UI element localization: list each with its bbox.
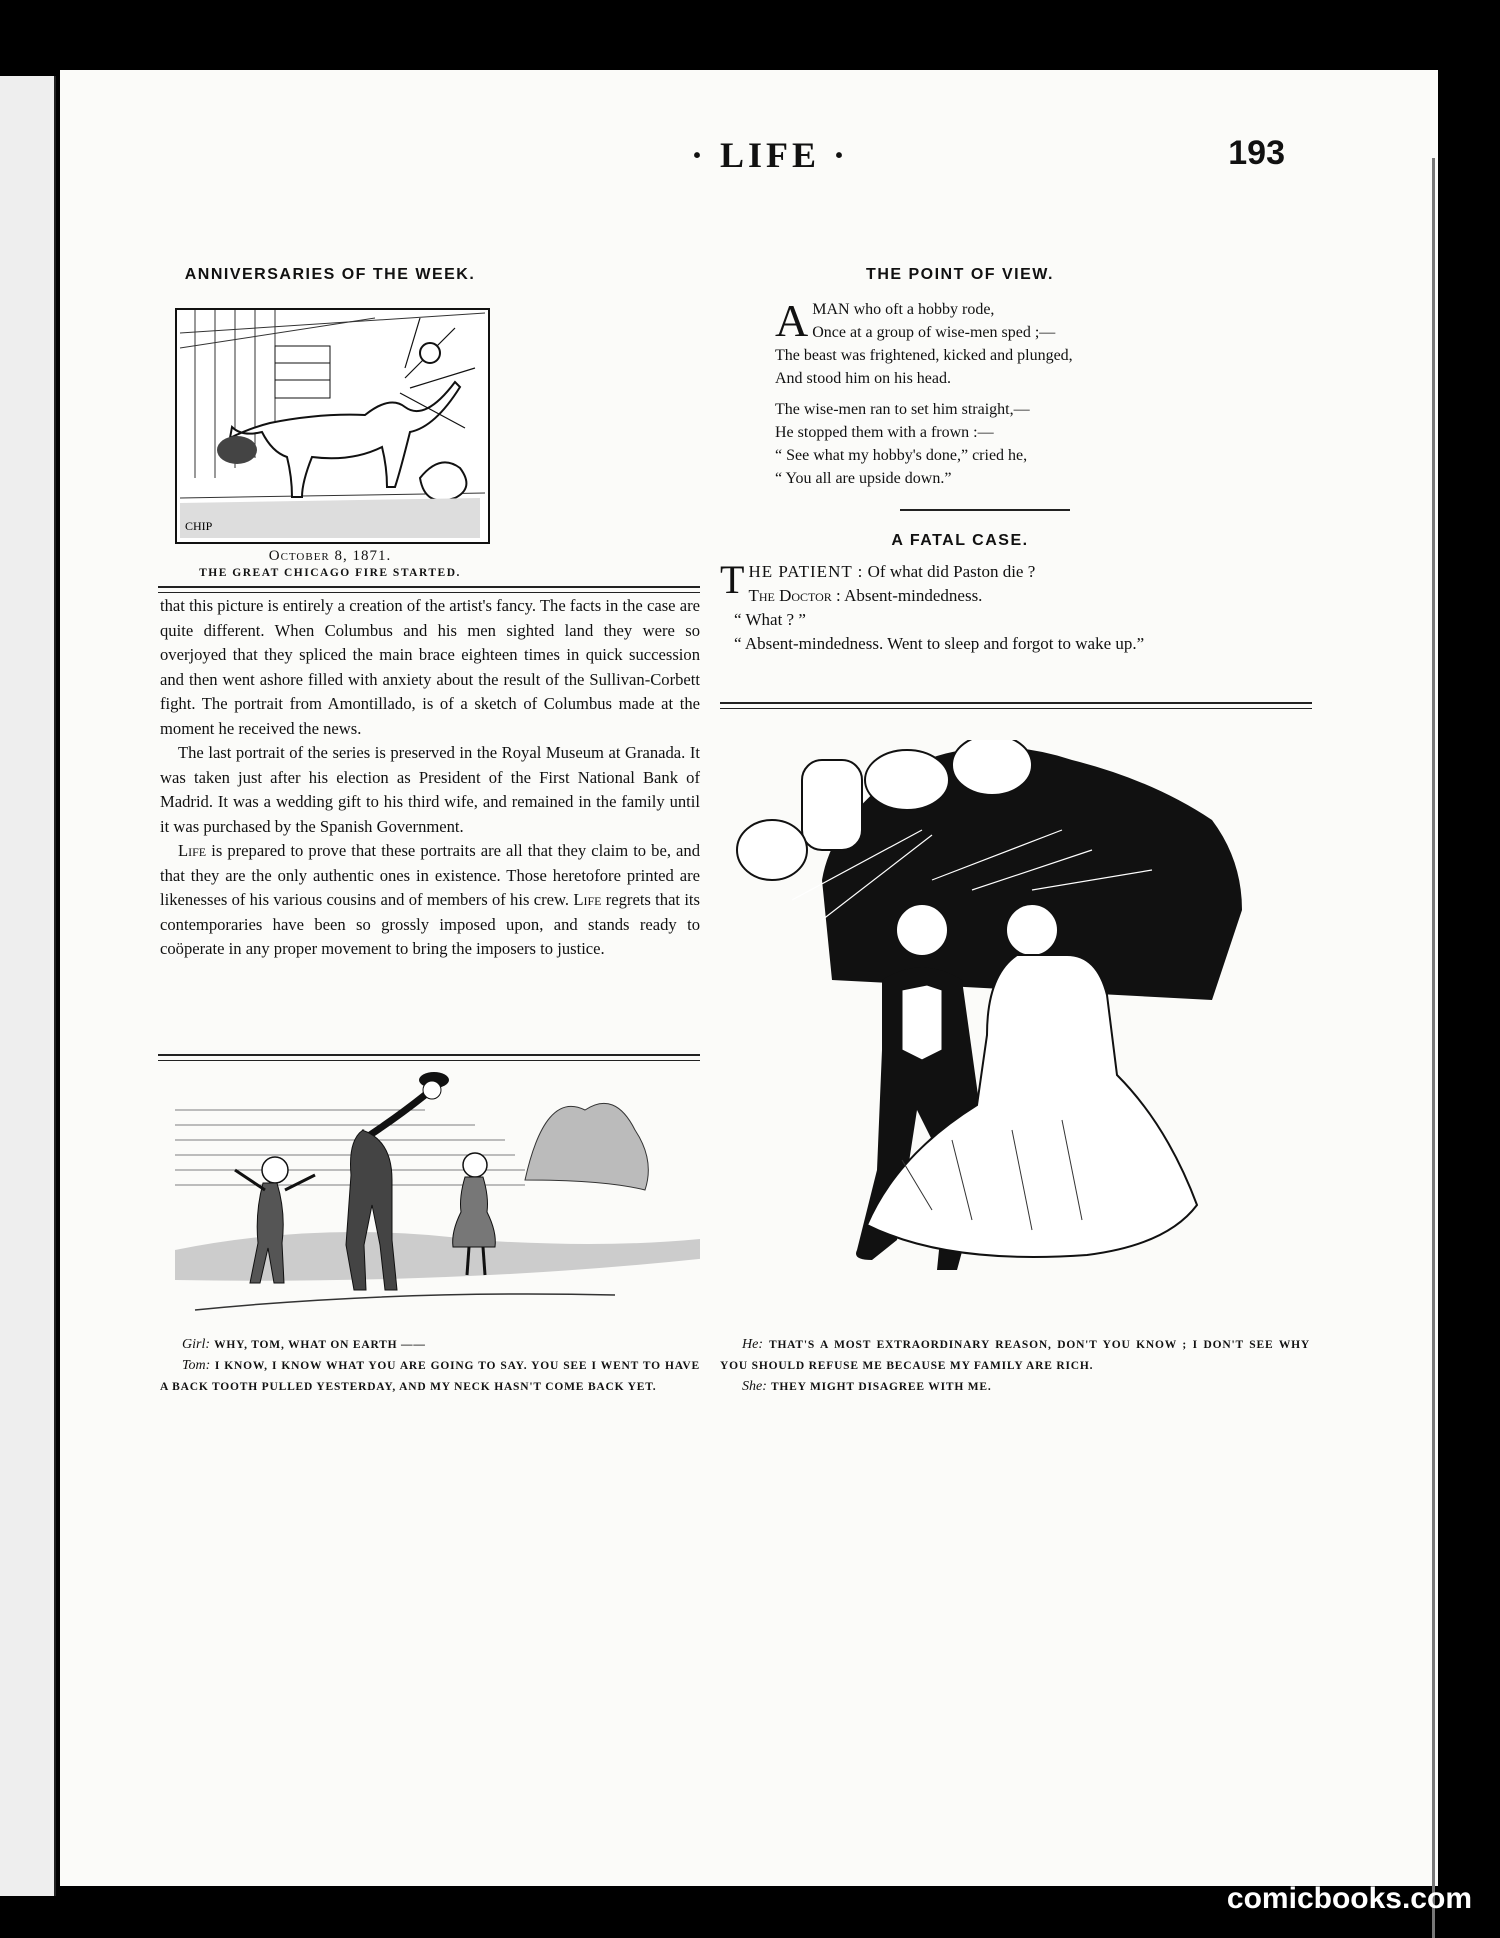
cartoon-long-neck-boy — [175, 1070, 700, 1332]
section-divider — [158, 1054, 700, 1061]
poem-divider — [900, 509, 1070, 511]
dialog-line: Girl: WHY, TOM, WHAT ON EARTH —— — [182, 1337, 426, 1352]
poem-point-of-view — [775, 295, 1295, 498]
poem-stanza: The wise-men ran to set him straight,— He stopped them with a frown :— “ See what my hobby's done,” cried he, “ You all are upside down.” — [775, 401, 1030, 487]
fatal-case-text — [720, 557, 1312, 656]
caption-text: THE GREAT CHICAGO FIRE STARTED. — [199, 567, 461, 579]
facing-page-edge — [0, 76, 56, 1896]
dialog-line: He: THAT'S A MOST EXTRAORDINARY REASON, DON'T YOU KNOW ; I DON'T SEE WHY YOU SHOULD REFUSE ME BECAUSE MY FAMILY ARE RICH. — [720, 1337, 1310, 1372]
cartoon-cow-lantern — [175, 308, 490, 544]
drop-cap: T — [720, 557, 745, 602]
speaker-girl: Girl: — [182, 1337, 210, 1352]
dialog-line: Tom: I KNOW, I KNOW WHAT YOU ARE GOING TO SAY. YOU SEE I WENT TO HAVE A BACK TOOTH PULLED YESTERDAY, AND MY NECK HASN'T COME BACK YET. — [160, 1358, 700, 1393]
article-paragraph: Life is prepared to prove that these portraits are all that they claim to be, and that they are the only authentic ones in existence. Those heretofore printed are likenesses of his various cousins and of members of his crew. Life regrets that its contemporaries have been so grossly imposed upon, and stands ready to coöperate in any proper movement to bring the imposers to justice. — [160, 841, 701, 958]
speaker-tom: Tom: — [182, 1358, 211, 1373]
fatal-case-title: A FATAL CASE. — [891, 532, 1029, 549]
page-number: 193 — [1228, 134, 1285, 172]
watermark: comicbooks.com — [1226, 1882, 1472, 1915]
cartoon-signature: CHIP — [185, 519, 213, 533]
article-paragraph: that this picture is entirely a creation of the artist's fancy. The facts in the case are quite different. When Columbus and his men sighted land they were so overjoyed that they spliced the main brace eighteen times in quick succession and then went ashore filled with anxiety about the result of the Sullivan-Corbett fight. The portrait from Amontillado, is of a sketch of Columbus made at the moment he received the news. — [160, 596, 700, 738]
cartoon-couple-lanterns — [732, 740, 1307, 1280]
magazine-page — [60, 70, 1438, 1886]
speaker-she: She: — [742, 1379, 767, 1394]
page-edge-line — [1432, 158, 1435, 1938]
fatal-line: THE PATIENT : Of what did Paston die ? — [720, 557, 1036, 602]
section-divider — [158, 586, 700, 593]
cartoon2-dialog — [160, 1334, 700, 1397]
life-name: Life — [178, 841, 207, 860]
fatal-line: “ Absent-mindedness. Went to sleep and forgot to wake up.” — [734, 634, 1145, 653]
fatal-line: “ What ? ” — [734, 610, 806, 629]
poem-stanza: A MAN who oft a hobby rode, Once at a group of wise-men sped ;— The beast was frightened, kicked and plunged, And stood him on his head. — [775, 295, 1073, 387]
article-paragraph: The last portrait of the series is preserved in the Royal Museum at Granada. It was taken just after his election as President of the First National Bank of Madrid. It was a wedding gift to his third wife, and remained in the family until it was purchased by the Spanish Government. — [160, 743, 700, 836]
cartoon3-dialog — [720, 1334, 1310, 1397]
fatal-line: The Doctor : Absent-mindedness. — [748, 586, 983, 605]
poem-title: THE POINT OF VIEW. — [866, 266, 1054, 283]
drop-cap: A — [775, 295, 809, 346]
caption-date: October 8, 1871. — [268, 548, 392, 564]
cartoon-caption — [160, 548, 500, 582]
speaker-he: He: — [742, 1337, 763, 1352]
dialog-line: She: THEY MIGHT DISAGREE WITH ME. — [742, 1379, 992, 1394]
section-divider — [720, 702, 1312, 709]
life-name: Life — [573, 890, 602, 909]
anniversaries-title: ANNIVERSARIES OF THE WEEK. — [184, 266, 476, 283]
masthead: · LIFE · — [690, 135, 850, 175]
columbus-article — [160, 594, 700, 962]
